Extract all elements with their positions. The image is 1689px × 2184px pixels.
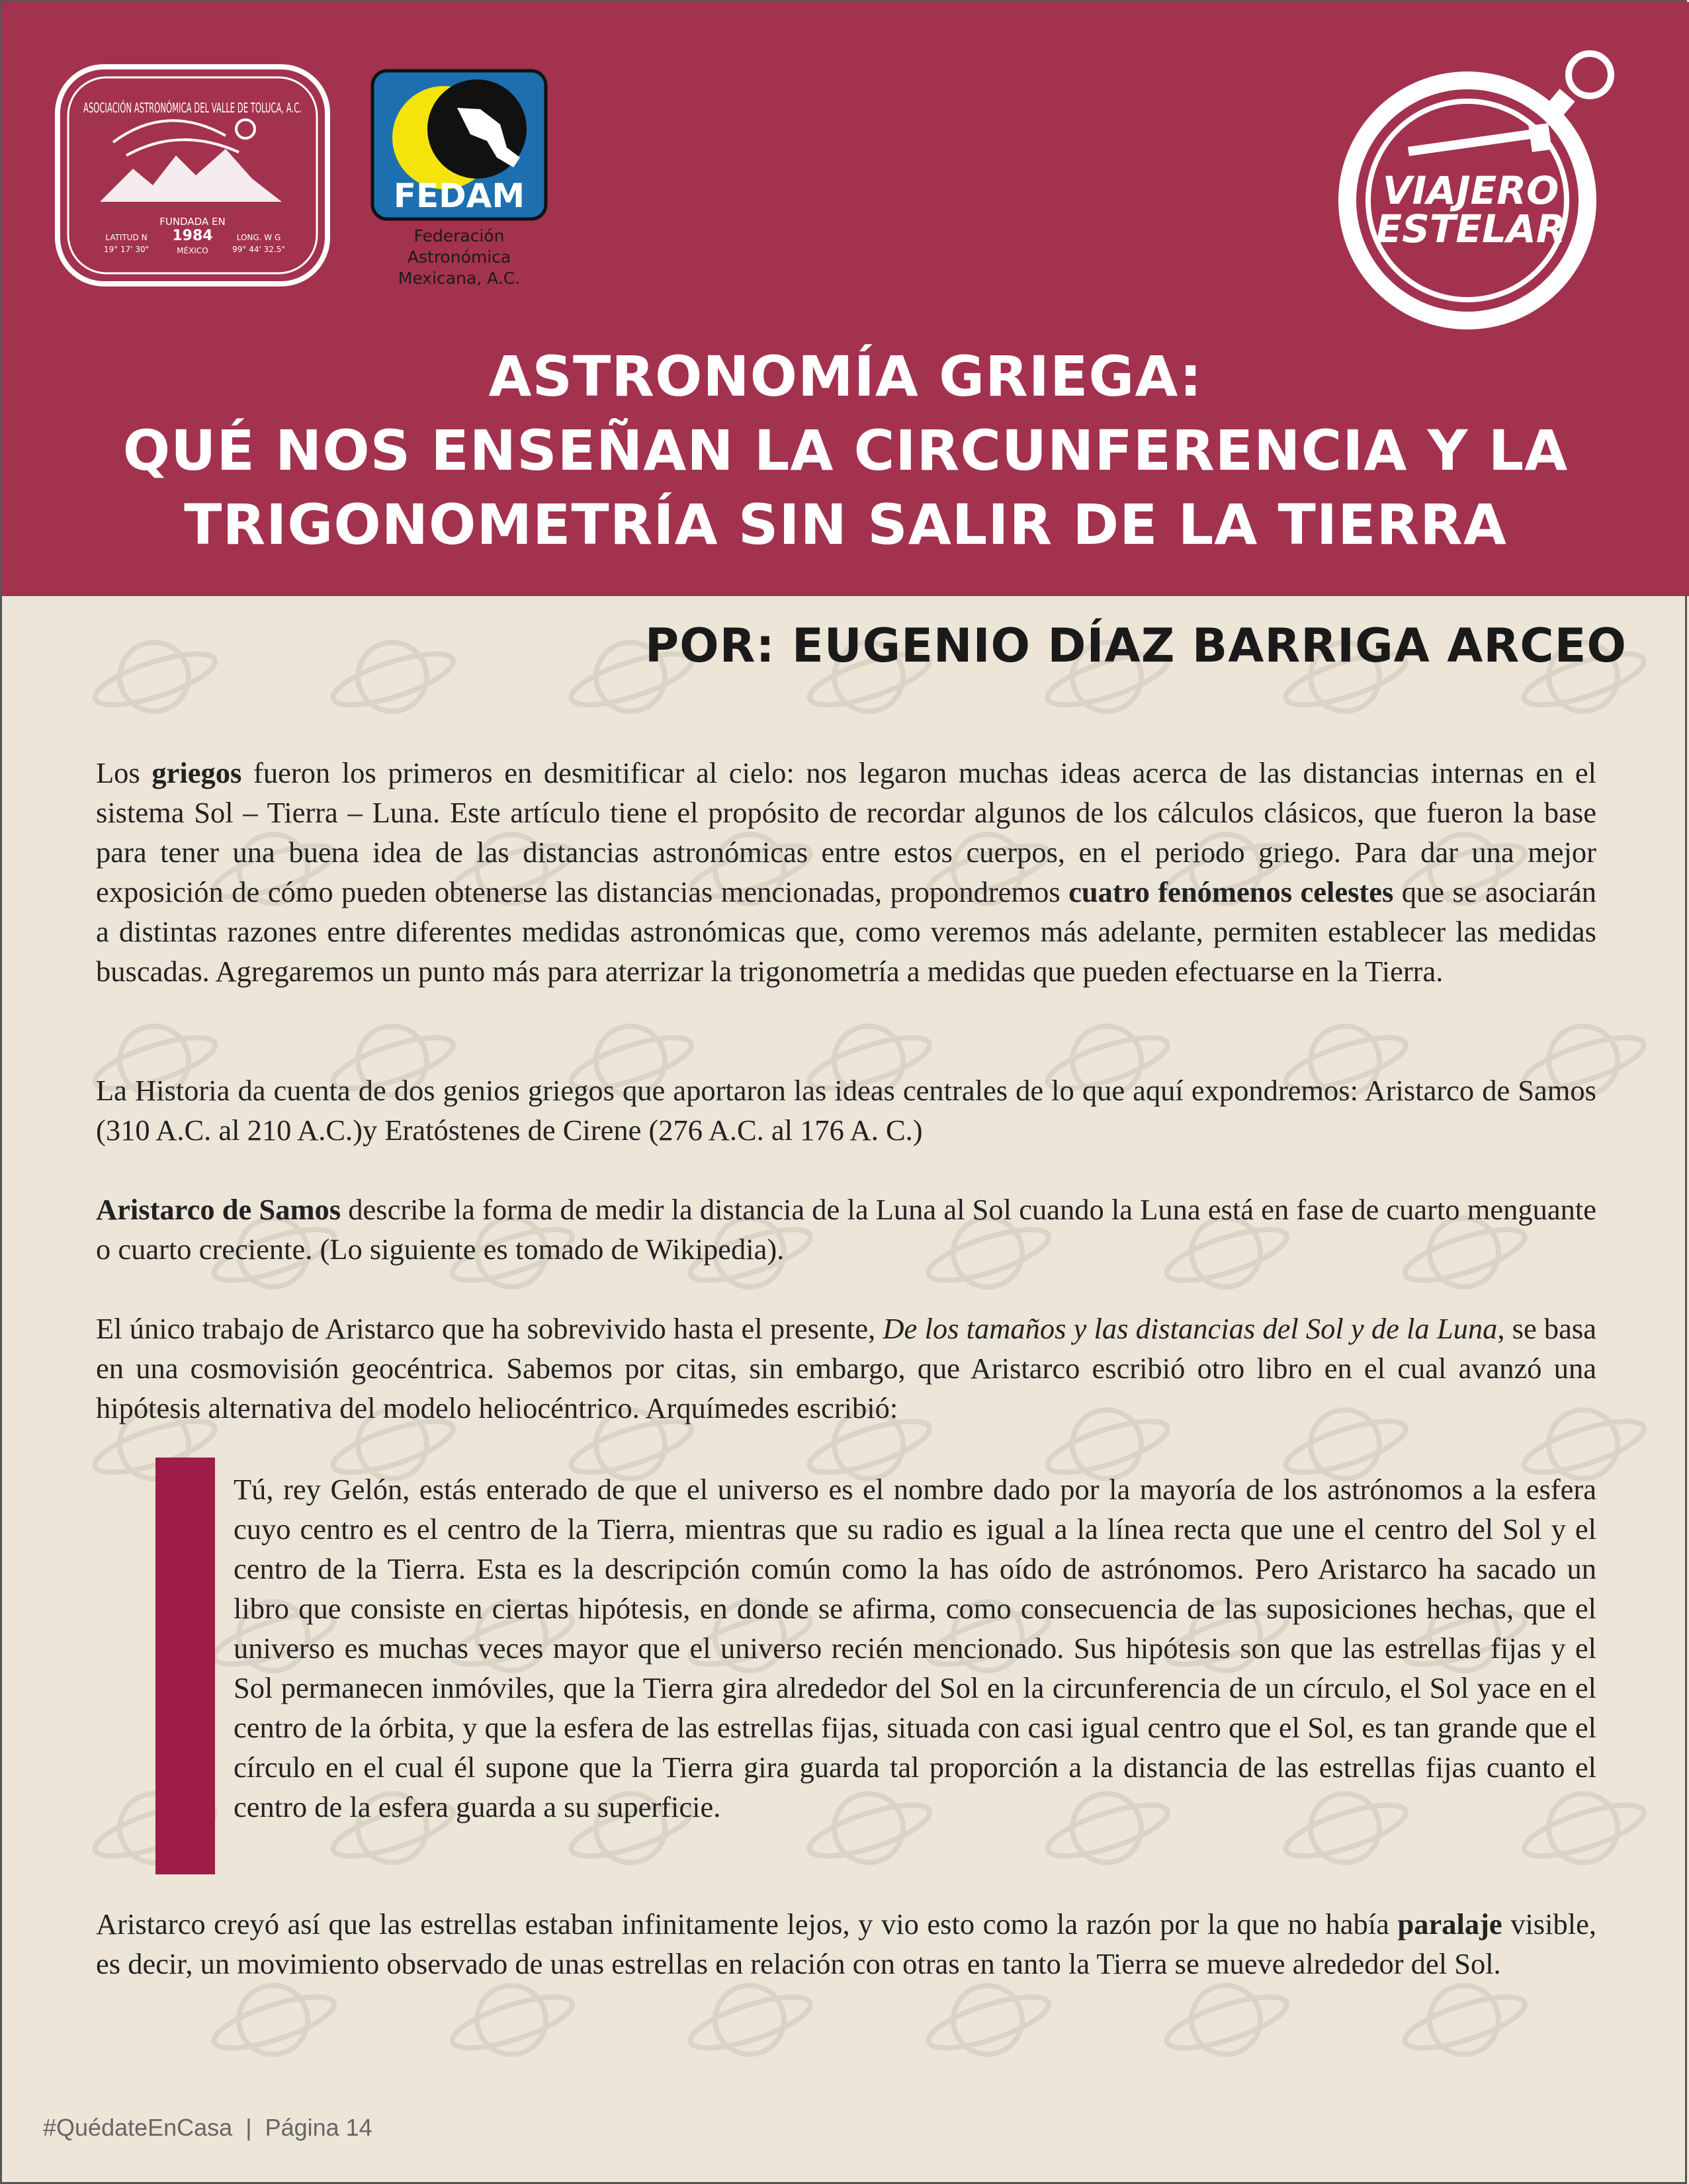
paragraph-conclusion [96,1904,1596,1984]
avt-lat-value: 19° 17' 30" [103,245,150,254]
p1-bold-fenomenos: cuatro fenómenos celestes [1068,875,1394,908]
avt-lat-label: LATITUD N [105,233,148,242]
author-byline: POR: EUGENIO DÍAZ BARRIGA ARCEO [644,619,1627,673]
p1-text-c: fueron los primeros en desmitificar al cielo: nos legaron muchas ideas acerca de las distancias internas en el sistema Sol – Tierra – Luna. Este artículo tiene el propósito de recordar algunos de los cálculos clásicos, que fueron la base para tener una buena idea de las distancias astronómicas entre estos cuerpos, en el periodo griego. Para dar una mejor exposición de cómo pueden obtenerse las distancias mencionadas, propondremos [96,756,1596,908]
header-banner [2,2,1689,596]
saturn-watermark-icon [90,642,220,715]
saturn-watermark-icon [328,642,458,715]
article-title [68,339,1623,562]
paragraph-aristarco [96,1190,1596,1269]
saturn-watermark-icon [209,1986,339,2058]
p3-text-b: describe la forma de medir la distancia de la Luna al Sol cuando la Luna está en fase de cuarto menguante o cuarto creciente. (Lo siguiente es tomado de Wikipedia). [96,1193,1596,1266]
p2-text: La Historia da cuenta de dos genios griegos que aportaron las ideas centrales de lo que aquí expondremos: Aristarco de Samos (310 A.C. al 210 A.C.)y Eratóstenes de Cirene (276 A.C. al 176 A. C.) [96,1074,1596,1147]
avt-long-label: LONG. W G [236,233,281,242]
avt-founded-year: 1984 [172,228,213,244]
avt-place: MÉXICO [177,246,208,255]
title-line-2: QUÉ NOS ENSEÑAN LA CIRCUNFERENCIA Y LA [122,418,1569,483]
saturn-watermark-icon [1162,1986,1292,2058]
fedam-logo [365,68,556,293]
avt-founded-label: FUNDADA EN [159,216,226,228]
p1-text-e: que se asociarán a distintas razones entre diferentes medidas astronómicas que, como veremos más adelante, permiten establecer las medidas buscadas. Agregaremos un punto más para aterrizar la trigonometría a medidas que pueden efectuarse en la Tierra. [96,875,1597,988]
saturn-watermark-icon [447,1986,578,2058]
paragraph-intro [96,753,1596,991]
fedam-name-line-2: Astronómica [407,247,511,267]
avt-association-logo [54,63,331,288]
p5-bold-paralaje: paralaje [1397,1907,1502,1941]
saturn-watermark-icon [685,1986,816,2058]
p5-text-c: visible, es decir, un movimiento observado de unas estrellas en relación con otras en tanto la Tierra se mueve alrededor del Sol. [96,1907,1596,1980]
title-line-3: TRIGONOMETRÍA SIN SALIR DE LA TIERRA [184,492,1507,557]
archimedes-quote: Tú, rey Gelón, estás enterado de que el universo es el nombre dado por la mayoría de los astrónomos a la esfera cuyo centro es el centro de la Tierra, mientras que su radio es igual a la línea recta que une el centro del Sol y el centro de la Tierra. Esta es la descripción común como la has oído de astrónomos. Pero Aristarco ha sacado un libro que consiste en ciertas hipótesis, en donde se afirma, como consecuencia de las suposiciones hechas, que el universo es muchas veces mayor que el universo recién mencionado. Sus hipótesis son que las estrellas fijas y el Sol permanecen inmóviles, que la Tierra gira alrededor del Sol en la circunferencia de un círculo, el Sol yace en el centro de la órbita, y que la esfera de las estrellas fijas, situada con casi igual centro que el Sol, es tan grande que el círculo en el cual él supone que la Tierra gira guarda tal proporción a la distancia de las estrellas fijas cuanto el centro de la esfera guarda a su superficie. [234,1473,1596,1823]
paragraph-unique-work [96,1309,1596,1428]
viajero-estelar-logo [1328,45,1633,343]
avt-long-value: 99° 44' 32.5" [232,245,285,254]
saturn-watermark-icon [924,1986,1054,2058]
fedam-name-line-1: Federación [413,226,505,245]
saturn-watermark-icon [1400,1986,1530,2058]
p4-text-c: , se basa en una cosmovisión geocéntrica. Sabemos por citas, sin embargo, que Aristarco escribió otro libro en el cual avanzó una hipótesis alternativa del modelo heliocéntrico. Arquímedes escribió: [96,1312,1596,1424]
viajero-word: VIAJERO [1382,168,1559,213]
p3-bold-aristarco: Aristarco de Samos [96,1193,341,1226]
page-footer: #QuédateEnCasa | Página 14 [43,2114,372,2141]
title-line-1: ASTRONOMÍA GRIEGA: [488,344,1203,409]
p4-italic-title: De los tamaños y las distancias del Sol y de la Luna [883,1312,1498,1345]
fedam-acronym: FEDAM [393,177,525,215]
fedam-name-line-3: Mexicana, A.C. [398,269,521,288]
p5-text-a: Aristarco creyó así que las estrellas estaban infinitamente lejos, y vio esto como la razón por la que no había [96,1907,1398,1941]
avt-logo-text: ASOCIACIÓN ASTRONÓMICA DEL VALLE DE TOLUCA, A.C. [83,100,302,116]
estelar-word: ESTELAR [1375,206,1566,251]
p4-text-a: El único trabajo de Aristarco que ha sobrevivido hasta el presente, [96,1312,883,1345]
paragraph-history [96,1070,1596,1150]
quote-accent-bar [155,1458,215,1874]
p1-bold-griegos: griegos [152,756,242,789]
p1-text-a: Los [96,756,152,789]
